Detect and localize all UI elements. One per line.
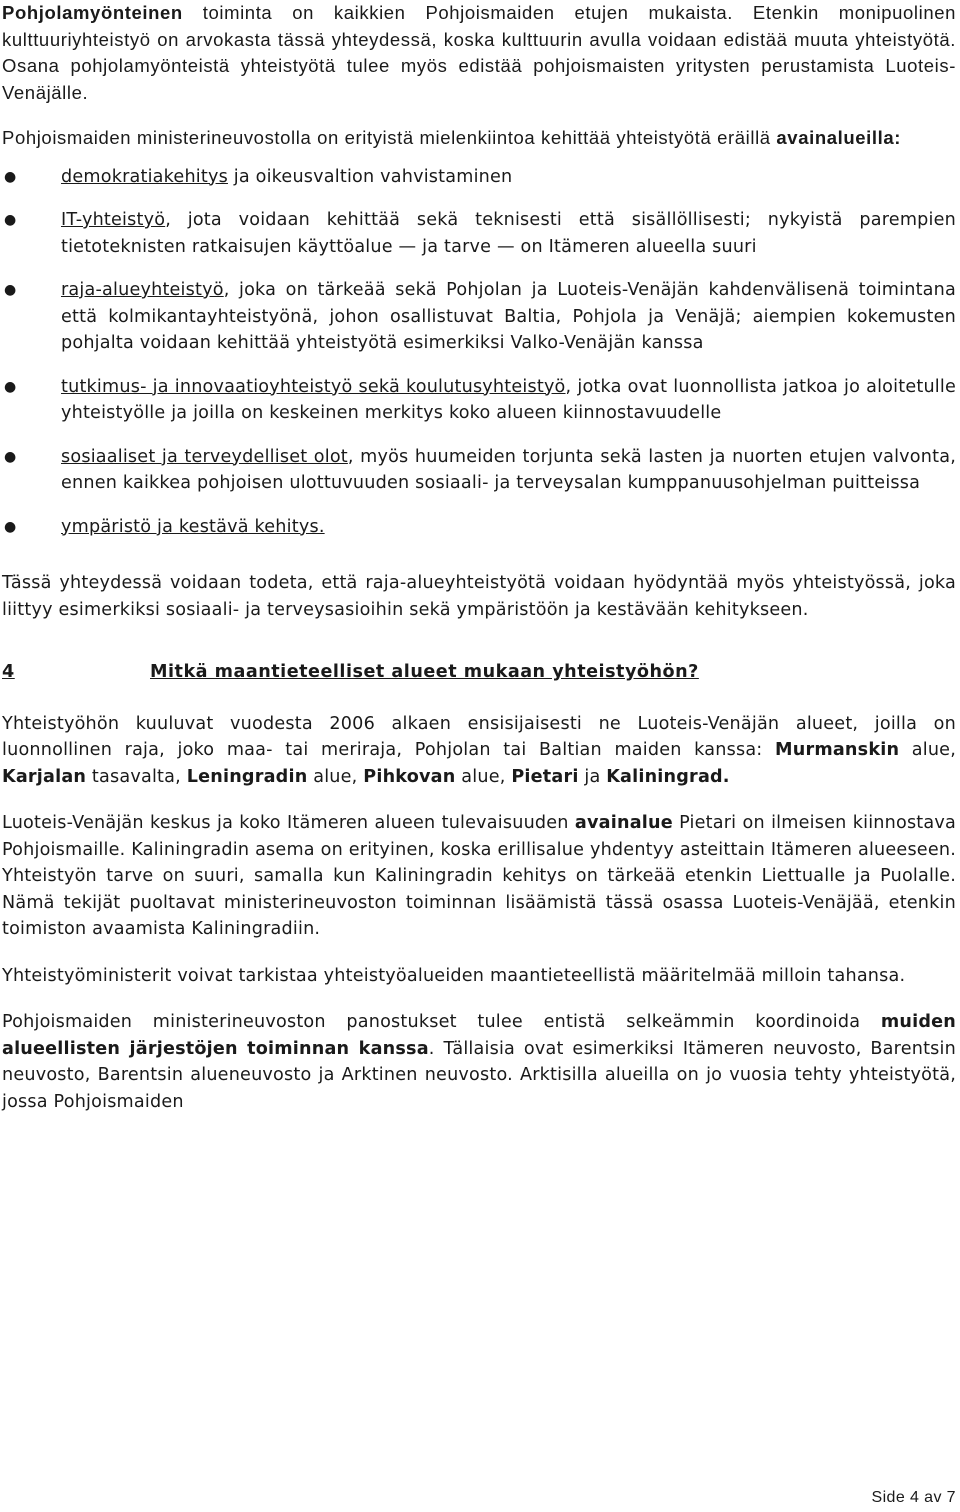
- list-item-term: raja-alueyhteistyö: [61, 280, 224, 300]
- list-item: [2, 207, 956, 260]
- list-item-term: IT-yhteistyö: [61, 210, 166, 230]
- region-kaliningrad: Kaliningrad.: [606, 766, 730, 787]
- bullet-icon: ●: [4, 378, 17, 395]
- list-item: [2, 514, 956, 541]
- list-item-term: ympäristö ja kestävä kehitys.: [61, 516, 325, 537]
- list-item: [2, 374, 956, 427]
- document-page: [2, 0, 956, 1115]
- region-pihkova: Pihkovan: [363, 766, 456, 787]
- center-bold: avainalue: [574, 813, 673, 833]
- regions-text: ja: [578, 766, 607, 787]
- bullet-icon: ●: [4, 282, 17, 298]
- list-item-term: sosiaaliset ja terveydelliset olot: [61, 446, 348, 467]
- page-number: Side 4 av 7: [871, 1489, 956, 1506]
- regions-text: alue,: [899, 740, 956, 760]
- regions-text: alue,: [307, 766, 364, 787]
- center-paragraph: [2, 810, 956, 943]
- regions-text: alue,: [455, 766, 512, 787]
- section-heading: [2, 659, 956, 686]
- region-karjala: Karjalan: [2, 766, 87, 787]
- bullet-icon: ●: [4, 448, 17, 465]
- coordination-paragraph: [2, 1009, 956, 1115]
- regions-text: Yhteistyöhön kuuluvat vuodesta 2006 alkaen ensisijaisesti ne Luoteis-Venäjän alueet, joilla on luonnollinen raja, joko maa- tai meriraja, Pohjolan tai Baltian maiden kanssa:: [2, 713, 956, 760]
- bullet-icon: ●: [4, 518, 17, 535]
- region-pietari: Pietari: [511, 766, 579, 787]
- list-item: [2, 444, 956, 497]
- coordination-bold: muiden alueellisten järjestöjen toiminnan kanssa: [2, 1012, 956, 1059]
- list-item: [2, 277, 956, 357]
- list-item-text: ja oikeusvaltion vahvistaminen: [227, 166, 513, 187]
- list-item-text: , joka on tärkeää sekä Pohjolan ja Luoteis-Venäjän kahdenvälisenä toimintana että kolmikantayhteistyönä, johon osallistuvat Baltia, Pohjola ja Venäjä; aiempien kokemusten pohjalta voidaan kehittää yhteistyötä esimerkiksi Valko-Venäjän kanssa: [61, 280, 956, 353]
- ministers-paragraph: Yhteistyöministerit voivat tarkistaa yhteistyöalueiden maantieteellistä määritelmää milloin tahansa.: [2, 965, 906, 986]
- center-text: Pietari on ilmeisen kiinnostava Pohjoismaille. Kaliningradin asema on erityinen, koska erillisalue yhdentyy asteittain Itämeren alueeseen. Yhteistyön tarve on suuri, samalla kun Kaliningradin kehitys on tärkeää etenkin Liettualle ja Puolalle. Nämä tekijät puoltavat ministerineuvoston toiminnan lisäämistä tässä osassa Luoteis-Venäjää, etenkin toimiston avaamista Kaliningradiin.: [2, 813, 956, 939]
- key-areas-intro-text: Pohjoismaiden ministerineuvostolla on erityistä mielenkiintoa kehittää yhteistyötä eräillä: [2, 127, 777, 148]
- regions-text: tasavalta,: [86, 766, 187, 787]
- key-areas-intro: [2, 125, 956, 152]
- coordination-text: Pohjoismaiden ministerineuvoston panostukset tulee entistä selkeämmin koordinoida: [2, 1012, 881, 1032]
- region-murmansk: Murmanskin: [775, 740, 900, 760]
- cross-sector-paragraph: Tässä yhteydessä voidaan todeta, että raja-alueyhteistyötä voidaan hyödyntää myös yhteistyössä, joka liittyy esimerkiksi sosiaali- ja terveysasioihin sekä ympäristöön ja kestävään kehitykseen.: [2, 573, 956, 620]
- bullet-icon: ●: [4, 212, 17, 228]
- list-item-term: demokratiakehitys: [61, 166, 228, 187]
- list-item-text: , myös huumeiden torjunta sekä lasten ja nuorten etujen valvonta, ennen kaikkea pohjoisen ulottuvuuden sosiaali- ja terveysalan kumppanuusohjelman puitteissa: [61, 446, 956, 493]
- section-title: Mitkä maantieteelliset alueet mukaan yhteistyöhön?: [150, 662, 699, 682]
- list-item-text: , jota voidaan kehittää sekä teknisesti että sisällöllisesti; nykyistä parempien tietoteknisten ratkaisujen käyttöalue — ja tarve — on Itämeren alueella suuri: [61, 210, 956, 257]
- intro-bold-term: Pohjolamyönteinen: [2, 2, 183, 23]
- coordination-text: . Tällaisia ovat esimerkiksi Itämeren neuvosto, Barentsin neuvosto, Barentsin alueneuvosto ja Arktinen neuvosto. Arktisilla alueilla on jo vuosia tehty yhteistyötä, jossa Pohjoismaiden: [2, 1038, 956, 1112]
- regions-paragraph: [2, 711, 956, 791]
- intro-paragraph: [2, 0, 956, 106]
- list-item: [2, 164, 956, 191]
- list-item-term: tutkimus- ja innovaatioyhteistyö sekä koulutusyhteistyö: [61, 376, 566, 397]
- list-item-text: , jotka ovat luonnollista jatkoa jo aloitetulle yhteistyölle ja joilla on keskeinen merkitys koko alueen kiinnostavuudelle: [61, 376, 956, 423]
- key-areas-bold: avainalueilla:: [776, 127, 902, 148]
- bullet-icon: ●: [4, 168, 17, 185]
- intro-text: toiminta on kaikkien Pohjoismaiden etujen mukaista. Etenkin monipuolinen kulttuuriyhteistyö on arvokasta tässä yhteydessä, koska kulttuurin avulla voidaan edistää muuta yhteistyötä. Osana pohjolamyönteistä yhteistyötä tulee myös edistää pohjoismaisten yritysten perustamista Luoteis-Venäjälle.: [2, 2, 956, 103]
- center-text: Luoteis-Venäjän keskus ja koko Itämeren alueen tulevaisuuden: [2, 813, 575, 833]
- key-areas-list: [2, 164, 956, 541]
- region-leningrad: Leningradin: [186, 766, 308, 787]
- section-number: 4: [2, 662, 15, 682]
